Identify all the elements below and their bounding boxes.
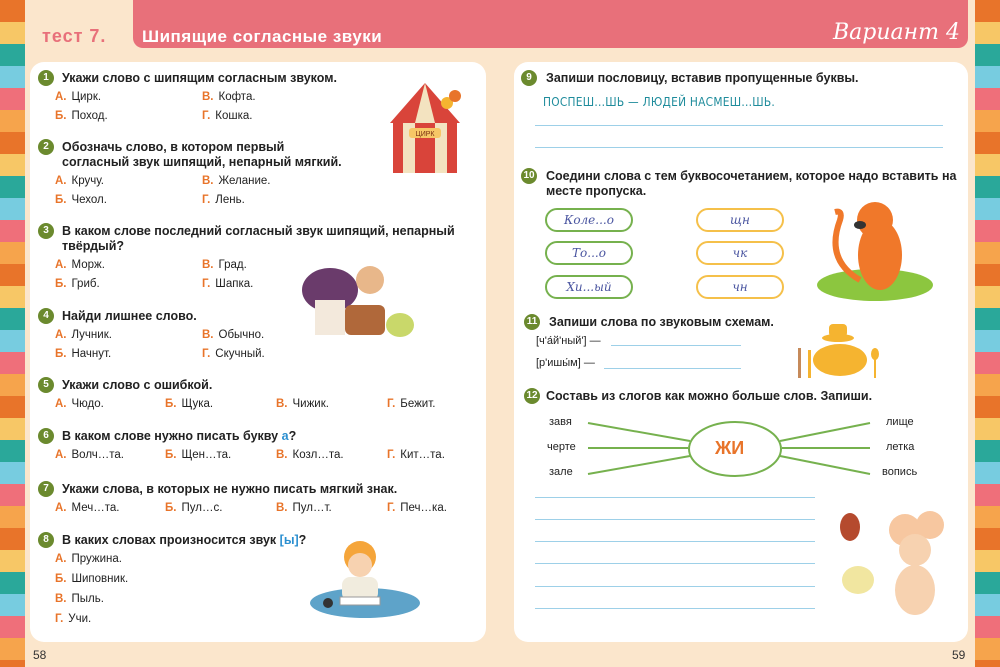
question-2-text-cont: согласный звук шипящий, непарный мягкий. <box>62 155 342 169</box>
question-3-text <box>62 224 455 239</box>
answer-option[interactable] <box>165 398 213 410</box>
answer-option[interactable] <box>55 593 104 605</box>
option-text: Бежит. <box>400 398 436 410</box>
option-letter: Г. <box>55 613 64 625</box>
tea-plate-illustration <box>793 318 883 383</box>
option-letter: А. <box>55 175 67 187</box>
answer-line[interactable] <box>604 368 741 369</box>
page-number-right: 59 <box>952 648 966 662</box>
option-letter: А. <box>55 553 67 565</box>
answer-option[interactable] <box>55 91 101 103</box>
option-letter: А. <box>55 449 67 461</box>
answer-option[interactable] <box>387 398 435 410</box>
question-10-text: Соедини слова с тем буквосочетанием, которое надо вставить на <box>546 169 957 183</box>
option-letter: А. <box>55 502 67 514</box>
answer-line[interactable] <box>535 541 815 542</box>
option-text: Волч…та. <box>71 449 124 461</box>
option-letter: А. <box>55 91 67 103</box>
topic-title: Шипящие согласные звуки <box>142 27 383 46</box>
question-5-text <box>62 378 212 393</box>
question-number-7: 7 <box>38 481 54 497</box>
syllable: вопись <box>882 466 918 478</box>
question-number-10: 10 <box>521 168 537 184</box>
option-text: Начнут. <box>71 348 112 360</box>
question-number-6: 6 <box>38 428 54 444</box>
option-text: Чехол. <box>71 194 107 206</box>
option-text: Щен…та. <box>181 449 232 461</box>
highlight: [ы] <box>279 533 299 547</box>
combo-pill[interactable]: чк <box>696 241 784 265</box>
answer-option[interactable] <box>55 329 112 341</box>
answer-option[interactable] <box>276 502 332 514</box>
option-text: Шапка. <box>215 278 254 290</box>
option-text: Меч…та. <box>71 502 120 514</box>
question-number-2: 2 <box>38 139 54 155</box>
question-text: Укажи слова, в которых не нужно писать мягкий знак. <box>62 482 398 496</box>
option-letter: Г. <box>387 449 396 461</box>
mouse-bird-illustration <box>830 505 950 625</box>
question-1-text <box>62 71 337 86</box>
question-number-8: 8 <box>38 532 54 548</box>
option-letter: Г. <box>202 278 211 290</box>
answer-option[interactable] <box>202 348 265 360</box>
syllable: завя <box>549 416 572 428</box>
syllable: летка <box>886 441 915 453</box>
answer-option[interactable] <box>387 502 447 514</box>
option-letter: Г. <box>387 502 396 514</box>
option-letter: А. <box>55 329 67 341</box>
answer-line[interactable] <box>535 519 815 520</box>
sound-scheme: [р'ишы́м] — <box>536 357 595 369</box>
answer-option[interactable] <box>387 449 445 461</box>
question-number-1: 1 <box>38 70 54 86</box>
question-10-text-cont: месте пропуска. <box>546 184 647 198</box>
answer-option[interactable] <box>276 449 344 461</box>
option-letter: Б. <box>55 278 67 290</box>
answer-option[interactable] <box>55 553 122 565</box>
question-12-text: Составь из слогов как можно больше слов. Запиши. <box>546 389 873 403</box>
left-stripe-border <box>0 0 25 667</box>
option-text: Пружина. <box>71 553 122 565</box>
option-letter: Б. <box>55 110 67 122</box>
page-number-left: 58 <box>33 648 47 662</box>
option-letter: В. <box>276 502 288 514</box>
question-text: Найди лишнее слово. <box>62 309 197 323</box>
question-text: В каких словах произносится звук <box>62 533 280 547</box>
option-text: Поход. <box>71 110 108 122</box>
answer-option[interactable] <box>55 449 124 461</box>
answer-option[interactable] <box>55 278 100 290</box>
question-8-text <box>62 533 306 548</box>
answer-option[interactable] <box>55 613 91 625</box>
question-9-text: Запиши пословицу, вставив пропущенные буквы. <box>546 71 859 85</box>
option-letter: Б. <box>55 194 67 206</box>
combo-pill[interactable]: чн <box>696 275 784 299</box>
question-text: В каком слове последний согласный звук шипящий, непарный <box>62 224 455 238</box>
word-pill[interactable]: То...о <box>545 241 633 265</box>
answer-line[interactable] <box>535 147 943 148</box>
answer-option[interactable] <box>55 398 104 410</box>
option-text: Гриб. <box>71 278 100 290</box>
option-text: Кошка. <box>215 110 253 122</box>
option-text: Лень. <box>215 194 245 206</box>
option-letter: Г. <box>202 110 211 122</box>
option-text: Чюдо. <box>71 398 104 410</box>
circus-sign: ЦИРК <box>415 131 435 138</box>
option-text: Цирк. <box>71 91 102 103</box>
option-letter: В. <box>202 259 214 271</box>
answer-option[interactable] <box>55 502 119 514</box>
question-2-text <box>62 140 284 155</box>
question-number-12: 12 <box>524 388 540 404</box>
option-letter: В. <box>202 329 214 341</box>
answer-option[interactable] <box>55 348 111 360</box>
highlight: а <box>281 429 289 443</box>
option-letter: Г. <box>202 194 211 206</box>
question-4-text <box>62 309 197 324</box>
answer-line[interactable] <box>535 586 815 587</box>
answer-option[interactable] <box>55 194 107 206</box>
syllable: черте <box>547 441 576 453</box>
question-7-text <box>62 482 397 497</box>
answer-line[interactable] <box>535 125 943 126</box>
answer-line[interactable] <box>535 563 815 564</box>
option-text: Кофта. <box>218 91 256 103</box>
answer-option[interactable] <box>165 449 231 461</box>
option-text: Лучник. <box>71 329 112 341</box>
option-text: Кит…та. <box>400 449 445 461</box>
question-number-5: 5 <box>38 377 54 393</box>
option-letter: В. <box>276 398 288 410</box>
option-letter: Г. <box>387 398 396 410</box>
variant-label: Вариант 4 <box>833 20 960 45</box>
syllable: зале <box>549 466 573 478</box>
question-3-text-cont: твёрдый? <box>62 239 125 253</box>
answer-option[interactable] <box>165 502 222 514</box>
question-6-text <box>62 429 296 444</box>
question-text: Обозначь слово, в котором первый <box>62 140 285 154</box>
option-letter: В. <box>202 175 214 187</box>
option-letter: Б. <box>165 398 177 410</box>
option-text: Пыль. <box>71 593 104 605</box>
test-label: тест 7. <box>42 26 107 46</box>
option-text: Печ…ка. <box>400 502 447 514</box>
question-number-4: 4 <box>38 308 54 324</box>
answer-option[interactable] <box>202 278 253 290</box>
option-text: Кручу. <box>71 175 105 187</box>
answer-option[interactable] <box>202 329 264 341</box>
question-number-3: 3 <box>38 223 54 239</box>
answer-option[interactable] <box>202 110 252 122</box>
option-letter: В. <box>202 91 214 103</box>
option-text: Скучный. <box>215 348 265 360</box>
question-text: Укажи слово с ошибкой. <box>62 378 213 392</box>
answer-option[interactable] <box>202 259 247 271</box>
circus-tent-illustration <box>385 78 465 178</box>
tiger-illustration <box>815 190 935 305</box>
question-number-9: 9 <box>521 70 537 86</box>
syllable: лище <box>886 416 914 428</box>
answer-option[interactable] <box>55 573 128 585</box>
word-pill[interactable]: Коле...о <box>545 208 633 232</box>
answer-line[interactable] <box>535 608 815 609</box>
option-letter: В. <box>276 449 288 461</box>
question-tail: ? <box>288 429 297 443</box>
answer-option[interactable] <box>202 175 270 187</box>
mouse-mushroom-illustration <box>300 255 420 345</box>
question-text: Укажи слово с шипящим согласным звуком. <box>62 71 337 85</box>
option-letter: Б. <box>55 348 67 360</box>
option-text: Морж. <box>71 259 105 271</box>
word-pill[interactable]: Хи...ый <box>545 275 633 299</box>
option-letter: В. <box>55 593 67 605</box>
option-text: Учи. <box>68 613 92 625</box>
answer-option[interactable] <box>202 91 256 103</box>
answer-line[interactable] <box>611 345 741 346</box>
center-syllable: ЖИ <box>715 438 745 458</box>
option-text: Град. <box>218 259 247 271</box>
boy-reading-illustration <box>300 535 420 620</box>
option-text: Щука. <box>181 398 214 410</box>
option-text: Козл…та. <box>292 449 344 461</box>
option-letter: Б. <box>165 449 177 461</box>
option-text: Желание. <box>218 175 271 187</box>
answer-line[interactable] <box>535 497 815 498</box>
option-letter: Г. <box>202 348 211 360</box>
answer-option[interactable] <box>55 175 104 187</box>
answer-option[interactable] <box>202 194 245 206</box>
question-11-text: Запиши слова по звуковым схемам. <box>549 315 774 329</box>
option-text: Шиповник. <box>71 573 129 585</box>
answer-option[interactable] <box>276 398 329 410</box>
option-text: Пул…с. <box>181 502 223 514</box>
option-text: Обычно. <box>218 329 265 341</box>
combo-pill[interactable]: щн <box>696 208 784 232</box>
right-stripe-border <box>975 0 1000 667</box>
option-text: Пул…т. <box>292 502 332 514</box>
option-letter: Б. <box>165 502 177 514</box>
option-letter: Б. <box>55 573 67 585</box>
option-letter: А. <box>55 259 67 271</box>
answer-option[interactable] <box>55 259 105 271</box>
question-tail: ? <box>298 533 307 547</box>
proverb-text: ПОСПЕШ...ШЬ — ЛЮДЕЙ НАСМЕШ...ШЬ. <box>543 94 776 109</box>
question-text: В каком слове нужно писать букву <box>62 429 282 443</box>
question-number-11: 11 <box>524 314 540 330</box>
option-text: Чижик. <box>292 398 329 410</box>
answer-option[interactable] <box>55 110 108 122</box>
option-letter: А. <box>55 398 67 410</box>
sound-scheme: [ч'а́й'ный'] — <box>536 335 601 347</box>
